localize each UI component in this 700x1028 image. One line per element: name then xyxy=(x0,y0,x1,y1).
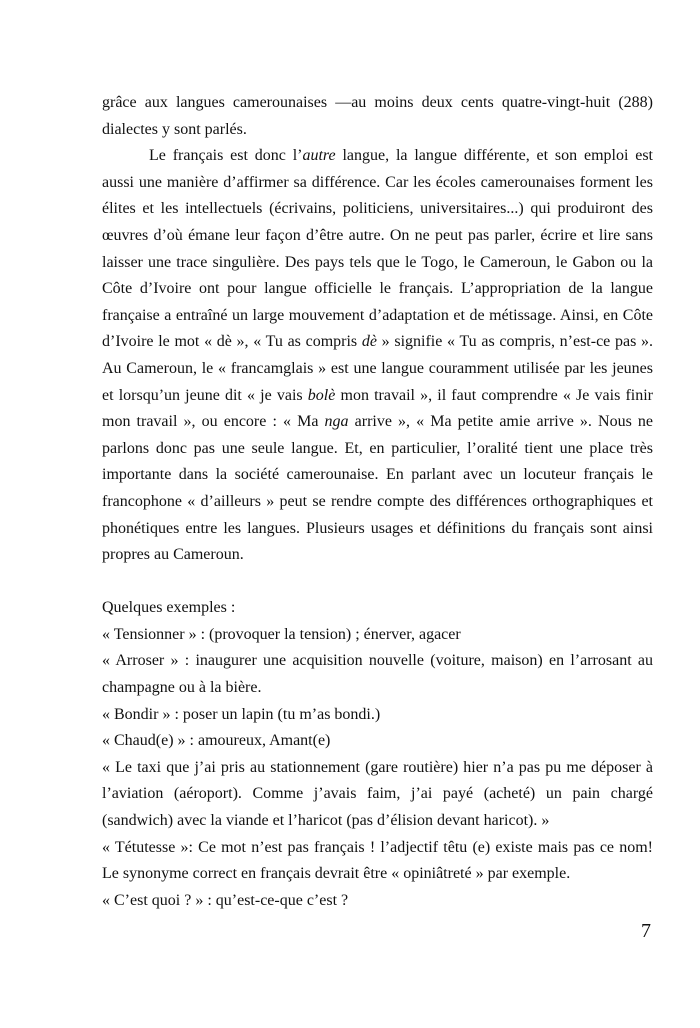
paragraph-intro: grâce aux langues camerounaises —au moins deux cents quatre-vingt-huit (288) dialectes y sont parlés. xyxy=(102,94,653,138)
italic-term-autre: autre xyxy=(302,147,336,165)
italic-term-de: dè xyxy=(361,333,377,351)
examples-heading: Quelques exemples : xyxy=(102,599,236,617)
example-item: « Le taxi que j’ai pris au stationnement (gare routière) hier n’a pas pu me déposer à l’aviation (aéroport). Comme j’avais faim, j’ai payé (acheté) un pain chargé (sandwich) avec la viande et l’haricot (pas d’élision devant haricot). » xyxy=(102,758,653,830)
text-run: mon travail », il faut comprendre « Je vais finir mon travail », ou encore : « Ma xyxy=(102,386,653,431)
text-run: Le français est donc l’ xyxy=(149,147,303,165)
example-item: « Tétutesse »: Ce mot n’est pas français ! l’adjectif têtu (e) existe mais pas ce nom! Le synonyme correct en français devrait être « opiniâtreté » par exemple. xyxy=(102,838,653,883)
italic-term-bole: bolè xyxy=(307,386,336,404)
text-run: arrive », « Ma petite amie arrive ». Nous ne parlons donc pas une seule langue. Et, en particulier, l’oralité tient une place très importante dans la société camerounaise. En parlant avec un locuteur français le francophone « d’ailleurs » peut se rendre compte des différences orthographiques et phonétiques entre les langues. Plusieurs usages et définitions du français sont ainsi propres au Cameroun. xyxy=(102,413,653,564)
text-run: langue, la langue différente, et son emploi est aussi une manière d’affirmer sa différence. Car les écoles camerounaises forment les élites et les intellectuels (écrivains, politiciens, universitaires...) qui produiront des œuvres d’où émane leur façon d’être autre. On ne peut pas parler, écrire et lire sans laisser une trace singulière. Des pays tels que le Togo, le Cameroun, le Gabon ou la Côte d’Ivoire ont pour langue officielle le français. L’appropriation de la langue française a entraîné un large mouvement d’adaptation et de métissage. Ainsi, en Côte d’Ivoire le mot « dè », « Tu as compris xyxy=(102,147,653,351)
italic-term-nga: nga xyxy=(324,413,349,431)
blank-line xyxy=(102,569,653,596)
paragraph-main xyxy=(102,143,653,569)
example-item: « Chaud(e) » : amoureux, Amant(e) xyxy=(102,732,331,750)
document-page xyxy=(102,90,653,914)
page-number: 7 xyxy=(641,920,651,942)
text-run: » signifie « Tu as compris, n’est-ce pas ». Au Cameroun, le « francamglais » est une langue couramment utilisée par les jeunes et lorsqu’un jeune dit « je vais xyxy=(102,333,654,404)
example-item: « Bondir » : poser un lapin (tu m’as bondi.) xyxy=(102,705,381,723)
example-item: « C’est quoi ? » : qu’est-ce-que c’est ? xyxy=(102,891,349,909)
example-item: « Arroser » : inaugurer une acquisition nouvelle (voiture, maison) en l’arrosant au champagne ou à la bière. xyxy=(102,652,653,697)
example-item: « Tensionner » : (provoquer la tension) ; énerver, agacer xyxy=(102,625,461,643)
